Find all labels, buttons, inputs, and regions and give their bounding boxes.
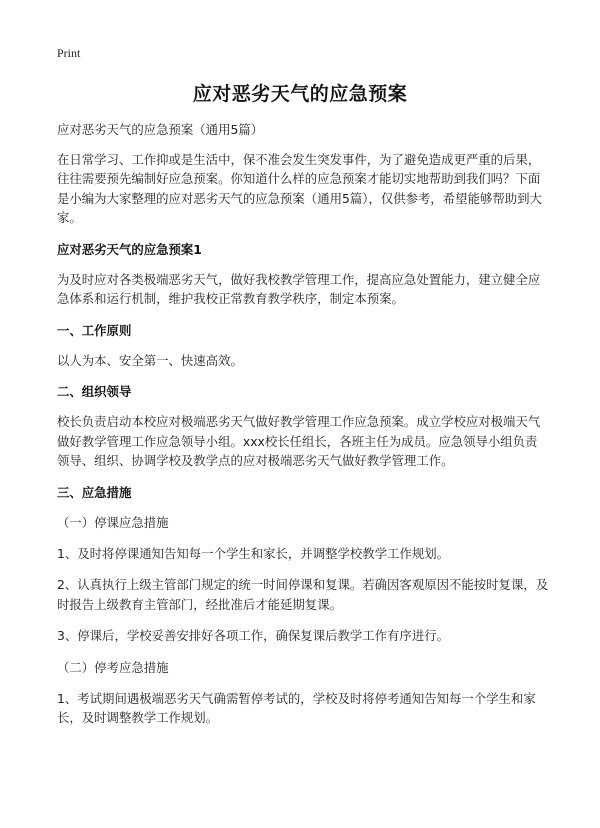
print-link[interactable]: Print bbox=[57, 46, 81, 60]
plan-1-paragraph: 为及时应对各类极端恶劣天气，做好我校教学管理工作，提高应急处置能力，建立健全应急体系和运行机制，维护我校正常教育教学秩序，制定本预案。 bbox=[57, 271, 541, 306]
subsection-title-exam-suspension: （二）停考应急措施 bbox=[57, 659, 169, 675]
list-item: 3、停课后，学校妥善安排好各项工作，确保复课后教学工作有序进行。 bbox=[57, 628, 449, 643]
document-body bbox=[57, 120, 549, 740]
list-item: 1、及时将停课通知告知每一个学生和家长，并调整学校教学工作规划。 bbox=[57, 545, 449, 561]
list-item: 1、考试期间遇极端恶劣天气确需暂停考试的，学校及时将停考通知告知每一个学生和家长，及时调整教学工作规划。 bbox=[57, 690, 536, 725]
document-subtitle: 应对恶劣天气的应急预案（通用5篇） bbox=[57, 122, 264, 137]
section-heading-plan-1: 应对恶劣天气的应急预案1 bbox=[57, 241, 202, 257]
section-heading-principles: 一、工作原则 bbox=[57, 322, 132, 338]
principles-paragraph: 以人为本、安全第一、快速高效。 bbox=[57, 352, 243, 368]
page-title: 应对恶劣天气的应急预案 bbox=[192, 83, 408, 105]
leadership-paragraph: 校长负责启动本校应对极端恶劣天气做好教学管理工作应急预案。成立学校应对极端天气做好教学管理工作应急领导小组。xxx校长任组长，各班主任为成员。应急领导小组负责领导、组织、协调学校及教学点的应对极端恶劣天气做好教学管理工作。 bbox=[57, 414, 541, 468]
list-item: 2、认真执行上级主管部门规定的统一时间停课和复课。若确因客观原因不能按时复课，及时报告上级教育主管部门，经批准后才能延期复课。 bbox=[57, 577, 549, 612]
subsection-title-class-suspension: （一）停课应急措施 bbox=[57, 514, 169, 530]
intro-paragraph: 在日常学习、工作抑或是生活中，保不准会发生突发事件，为了避免造成更严重的后果，往往需要预先编制好应急预案。你知道什么样的应急预案才能切实地帮助到我们吗？下面是小编为大家整理的应对恶劣天气的应急预案（通用5篇），仅供参考，希望能够帮助到大家。 bbox=[57, 151, 542, 225]
section-heading-leadership: 二、组织领导 bbox=[57, 384, 132, 399]
section-heading-measures: 三、应急措施 bbox=[57, 484, 132, 500]
